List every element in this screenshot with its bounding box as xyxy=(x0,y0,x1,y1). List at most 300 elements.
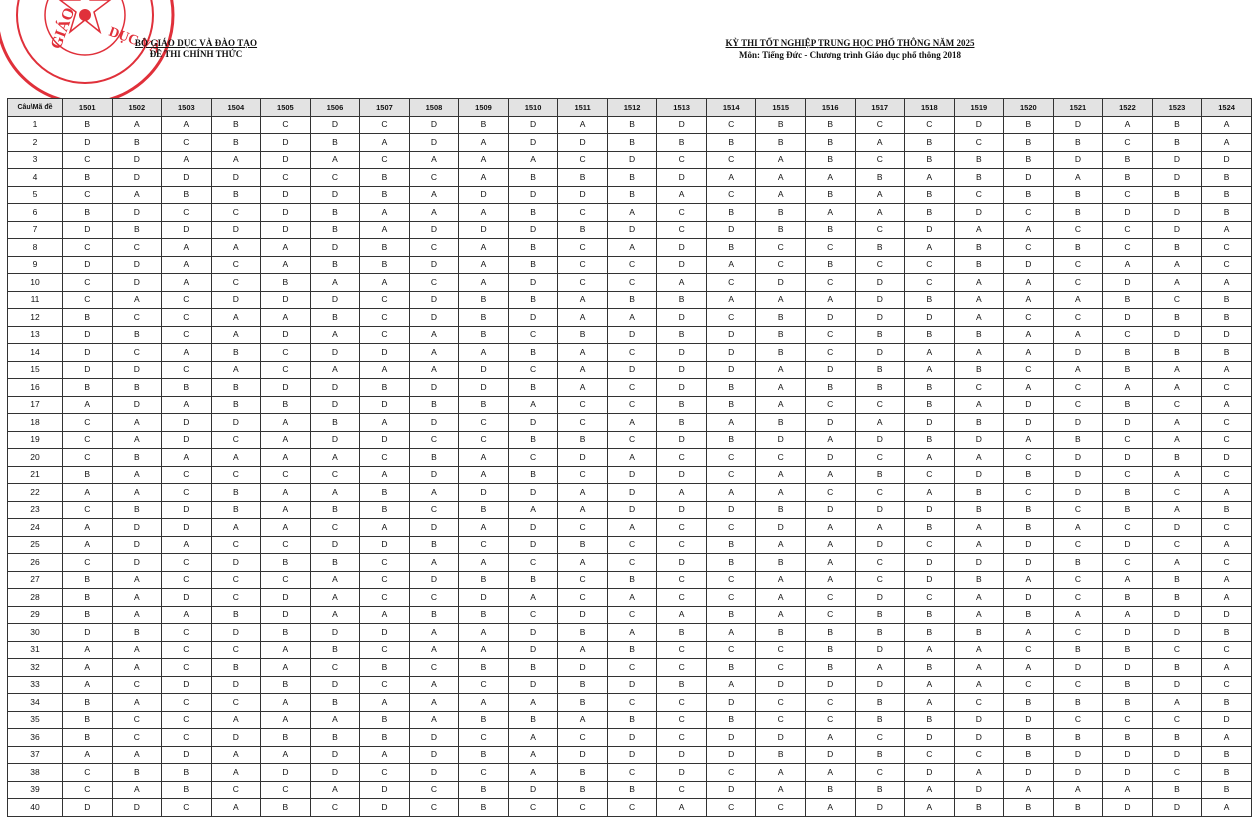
answer-cell: B xyxy=(261,729,311,747)
answer-cell: C xyxy=(1004,309,1054,327)
answer-cell: C xyxy=(657,204,707,222)
answer-cell: D xyxy=(1103,274,1153,292)
answer-cell: C xyxy=(706,589,756,607)
answer-cell: A xyxy=(756,589,806,607)
answer-cell: C xyxy=(607,536,657,554)
exam-code-header: 1517 xyxy=(855,99,905,117)
answer-cell: C xyxy=(756,449,806,467)
answer-cell: B xyxy=(508,344,558,362)
answer-cell: C xyxy=(706,151,756,169)
table-row xyxy=(8,519,1252,537)
answer-cell: D xyxy=(1053,659,1103,677)
answer-cell: C xyxy=(162,641,212,659)
answer-cell: B xyxy=(855,466,905,484)
answer-cell: D xyxy=(211,221,261,239)
official-exam-label: ĐỀ THI CHÍNH THỨC xyxy=(149,49,243,59)
answer-cell: D xyxy=(162,221,212,239)
answer-cell: D xyxy=(211,169,261,187)
answer-cell: C xyxy=(211,204,261,222)
answer-cell: D xyxy=(954,711,1004,729)
answer-cell: C xyxy=(756,641,806,659)
answer-cell: C xyxy=(63,151,113,169)
answer-cell: D xyxy=(1103,414,1153,432)
answer-cell: C xyxy=(310,799,360,817)
answer-cell: A xyxy=(459,151,509,169)
answer-cell: D xyxy=(1053,746,1103,764)
exam-subject: Môn: Tiếng Đức - Chương trình Giáo dục phổ thông 2018 xyxy=(739,50,961,60)
answer-cell: A xyxy=(954,221,1004,239)
answer-cell: C xyxy=(1202,239,1252,257)
answer-cell: C xyxy=(459,414,509,432)
answer-cell: B xyxy=(310,204,360,222)
answer-cell: B xyxy=(1053,799,1103,817)
answer-cell: D xyxy=(310,186,360,204)
answer-cell: B xyxy=(310,414,360,432)
answer-cell: A xyxy=(261,309,311,327)
answer-cell: B xyxy=(855,239,905,257)
exam-code-header: 1516 xyxy=(805,99,855,117)
exam-code-header: 1512 xyxy=(607,99,657,117)
answer-cell: B xyxy=(1202,764,1252,782)
answer-cell: A xyxy=(310,361,360,379)
answer-cell: D xyxy=(508,221,558,239)
exam-title: KỲ THI TỐT NGHIỆP TRUNG HỌC PHỔ THÔNG NĂM 2025 xyxy=(725,38,975,48)
answer-cell: A xyxy=(954,274,1004,292)
answer-cell: D xyxy=(954,554,1004,572)
answer-cell: B xyxy=(954,326,1004,344)
answer-cell: D xyxy=(211,414,261,432)
answer-cell: C xyxy=(657,659,707,677)
answer-cell: A xyxy=(1004,431,1054,449)
answer-cell: C xyxy=(162,361,212,379)
answer-cell: C xyxy=(855,764,905,782)
answer-cell: B xyxy=(459,291,509,309)
answer-cell: B xyxy=(63,379,113,397)
answer-cell: B xyxy=(756,309,806,327)
answer-cell: A xyxy=(1103,571,1153,589)
answer-cell: B xyxy=(1202,309,1252,327)
answer-cell: C xyxy=(905,536,955,554)
answer-cell: A xyxy=(805,536,855,554)
answer-cell: A xyxy=(459,694,509,712)
answer-cell: C xyxy=(360,571,410,589)
answer-cell: D xyxy=(261,764,311,782)
answer-cell: A xyxy=(954,344,1004,362)
answer-cell: C xyxy=(657,641,707,659)
answer-cell: A xyxy=(756,186,806,204)
answer-cell: C xyxy=(855,116,905,134)
answer-cell: D xyxy=(1053,116,1103,134)
answer-cell: A xyxy=(508,589,558,607)
answer-cell: A xyxy=(855,659,905,677)
answer-cell: D xyxy=(558,746,608,764)
answer-cell: C xyxy=(657,449,707,467)
answer-cell: B xyxy=(459,326,509,344)
answer-cell: B xyxy=(954,799,1004,817)
answer-cell: B xyxy=(1103,484,1153,502)
answer-cell: A xyxy=(459,274,509,292)
answer-cell: D xyxy=(1152,799,1202,817)
answer-cell: D xyxy=(409,291,459,309)
answer-cell: C xyxy=(63,449,113,467)
answer-cell: D xyxy=(261,589,311,607)
answer-cell: A xyxy=(805,571,855,589)
answer-cell: A xyxy=(558,484,608,502)
answer-cell: C xyxy=(1053,256,1103,274)
answer-cell: B xyxy=(310,134,360,152)
answer-cell: A xyxy=(855,204,905,222)
answer-cell: A xyxy=(409,694,459,712)
answer-cell: C xyxy=(706,641,756,659)
question-number-cell: 36 xyxy=(8,729,63,747)
answer-cell: B xyxy=(1004,466,1054,484)
answer-cell: A xyxy=(756,484,806,502)
answer-cell: D xyxy=(607,326,657,344)
answer-cell: C xyxy=(1053,379,1103,397)
answer-cell: C xyxy=(1152,711,1202,729)
answer-cell: B xyxy=(409,396,459,414)
answer-cell: B xyxy=(1152,729,1202,747)
answer-cell: A xyxy=(805,519,855,537)
answer-cell: D xyxy=(211,676,261,694)
answer-cell: D xyxy=(954,431,1004,449)
answer-cell: B xyxy=(905,711,955,729)
table-row xyxy=(8,606,1252,624)
table-row xyxy=(8,589,1252,607)
answer-cell: C xyxy=(1053,501,1103,519)
answer-cell: B xyxy=(954,239,1004,257)
answer-cell: B xyxy=(1103,151,1153,169)
answer-cell: B xyxy=(1004,134,1054,152)
answer-cell: A xyxy=(954,589,1004,607)
answer-cell: D xyxy=(706,694,756,712)
question-number-cell: 38 xyxy=(8,764,63,782)
answer-cell: A xyxy=(756,151,806,169)
answer-cell: B xyxy=(1053,694,1103,712)
answer-cell: A xyxy=(756,571,806,589)
answer-cell: B xyxy=(657,676,707,694)
answer-cell: A xyxy=(261,659,311,677)
answer-cell: D xyxy=(1202,606,1252,624)
answer-cell: A xyxy=(954,606,1004,624)
answer-cell: A xyxy=(1202,484,1252,502)
answer-cell: A xyxy=(112,414,162,432)
answer-cell: B xyxy=(1202,169,1252,187)
answer-cell: A xyxy=(905,641,955,659)
answer-cell: A xyxy=(112,589,162,607)
answer-cell: C xyxy=(1103,431,1153,449)
answer-cell: D xyxy=(1103,309,1153,327)
answer-cell: C xyxy=(558,729,608,747)
answer-cell: C xyxy=(310,466,360,484)
answer-cell: A xyxy=(1053,519,1103,537)
answer-cell: B xyxy=(607,711,657,729)
answer-cell: A xyxy=(310,606,360,624)
answer-cell: C xyxy=(409,799,459,817)
exam-code-header: 1505 xyxy=(261,99,311,117)
answer-cell: C xyxy=(459,676,509,694)
answer-cell: B xyxy=(855,694,905,712)
answer-cell: C xyxy=(261,361,311,379)
answer-cell: A xyxy=(508,729,558,747)
answer-cell: C xyxy=(360,116,410,134)
answer-cell: B xyxy=(310,554,360,572)
answer-cell: D xyxy=(508,484,558,502)
answer-cell: D xyxy=(211,291,261,309)
answer-cell: D xyxy=(63,799,113,817)
table-row xyxy=(8,204,1252,222)
answer-cell: B xyxy=(855,326,905,344)
answer-cell: B xyxy=(706,536,756,554)
answer-cell: B xyxy=(261,554,311,572)
answer-cell: C xyxy=(112,711,162,729)
answer-cell: C xyxy=(310,519,360,537)
answer-cell: D xyxy=(310,764,360,782)
answer-cell: D xyxy=(905,501,955,519)
exam-code-header: 1508 xyxy=(409,99,459,117)
answer-cell: D xyxy=(1152,204,1202,222)
answer-cell: D xyxy=(706,781,756,799)
answer-cell: B xyxy=(855,781,905,799)
answer-cell: D xyxy=(162,431,212,449)
answer-cell: A xyxy=(112,781,162,799)
answer-cell: C xyxy=(558,396,608,414)
answer-cell: D xyxy=(905,729,955,747)
answer-cell: C xyxy=(162,729,212,747)
answer-cell: C xyxy=(706,449,756,467)
answer-cell: A xyxy=(558,711,608,729)
answer-cell: B xyxy=(954,361,1004,379)
answer-cell: C xyxy=(409,501,459,519)
answer-cell: B xyxy=(211,606,261,624)
answer-cell: C xyxy=(855,554,905,572)
answer-cell: A xyxy=(756,466,806,484)
answer-cell: C xyxy=(162,624,212,642)
answer-cell: B xyxy=(1202,746,1252,764)
answer-cell: D xyxy=(162,414,212,432)
answer-cell: B xyxy=(1004,116,1054,134)
answer-cell: B xyxy=(805,221,855,239)
answer-cell: C xyxy=(1202,641,1252,659)
answer-cell: D xyxy=(558,186,608,204)
answer-cell: A xyxy=(459,624,509,642)
exam-code-header: 1501 xyxy=(63,99,113,117)
answer-cell: A xyxy=(409,151,459,169)
table-row xyxy=(8,641,1252,659)
exam-code-header: 1520 xyxy=(1004,99,1054,117)
answer-cell: D xyxy=(459,379,509,397)
answer-cell: A xyxy=(954,449,1004,467)
answer-cell: A xyxy=(162,274,212,292)
answer-cell: A xyxy=(706,414,756,432)
answer-cell: C xyxy=(1053,711,1103,729)
answer-cell: D xyxy=(409,134,459,152)
answer-cell: D xyxy=(1103,536,1153,554)
answer-cell: B xyxy=(508,256,558,274)
answer-cell: B xyxy=(1053,554,1103,572)
answer-cell: C xyxy=(657,711,707,729)
answer-cell: D xyxy=(459,221,509,239)
answer-cell: D xyxy=(1202,326,1252,344)
answer-cell: C xyxy=(360,309,410,327)
answer-cell: C xyxy=(805,274,855,292)
answer-cell: C xyxy=(657,221,707,239)
answer-cell: B xyxy=(459,659,509,677)
answer-cell: A xyxy=(607,624,657,642)
answer-cell: B xyxy=(1152,344,1202,362)
answer-cell: A xyxy=(1152,274,1202,292)
answer-cell: D xyxy=(706,501,756,519)
answer-cell: A xyxy=(607,239,657,257)
answer-cell: C xyxy=(409,239,459,257)
answer-cell: A xyxy=(558,291,608,309)
answer-cell: A xyxy=(1103,379,1153,397)
answer-cell: B xyxy=(63,729,113,747)
answer-cell: D xyxy=(360,344,410,362)
answer-cell: B xyxy=(63,466,113,484)
answer-cell: C xyxy=(756,711,806,729)
answer-cell: C xyxy=(112,729,162,747)
answer-cell: B xyxy=(607,186,657,204)
answer-cell: C xyxy=(1202,554,1252,572)
table-row xyxy=(8,501,1252,519)
answer-cell: A xyxy=(112,606,162,624)
answer-cell: D xyxy=(112,169,162,187)
answer-cell: D xyxy=(508,624,558,642)
table-row xyxy=(8,571,1252,589)
answer-cell: C xyxy=(162,204,212,222)
answer-cell: A xyxy=(310,571,360,589)
answer-cell: B xyxy=(360,729,410,747)
answer-cell: B xyxy=(211,379,261,397)
answer-cell: A xyxy=(360,746,410,764)
exam-info-block xyxy=(630,38,1070,60)
answer-cell: B xyxy=(706,659,756,677)
answer-cell: A xyxy=(657,606,707,624)
answer-cell: C xyxy=(607,554,657,572)
answer-cell: C xyxy=(409,589,459,607)
table-row xyxy=(8,274,1252,292)
answer-cell: B xyxy=(211,344,261,362)
answer-cell: A xyxy=(63,676,113,694)
answer-cell: B xyxy=(63,309,113,327)
answer-cell: A xyxy=(1152,431,1202,449)
answer-cell: B xyxy=(1152,659,1202,677)
answer-cell: A xyxy=(905,694,955,712)
answer-cell: B xyxy=(805,641,855,659)
answer-cell: B xyxy=(607,781,657,799)
question-number-cell: 25 xyxy=(8,536,63,554)
answer-cell: B xyxy=(360,239,410,257)
answer-cell: A xyxy=(954,764,1004,782)
answer-cell: B xyxy=(310,501,360,519)
answer-cell: B xyxy=(954,256,1004,274)
answer-cell: B xyxy=(508,239,558,257)
answer-cell: C xyxy=(63,274,113,292)
question-number-cell: 35 xyxy=(8,711,63,729)
answer-cell: D xyxy=(805,746,855,764)
answer-cell: B xyxy=(855,711,905,729)
question-number-cell: 16 xyxy=(8,379,63,397)
table-row xyxy=(8,151,1252,169)
answer-cell: B xyxy=(508,379,558,397)
answer-cell: D xyxy=(1053,151,1103,169)
answer-cell: D xyxy=(607,501,657,519)
answer-cell: A xyxy=(805,729,855,747)
answer-cell: A xyxy=(112,641,162,659)
answer-cell: A xyxy=(1053,361,1103,379)
exam-code-header: 1523 xyxy=(1152,99,1202,117)
answer-cell: C xyxy=(657,694,707,712)
answer-cell: A xyxy=(905,344,955,362)
answer-cell: C xyxy=(162,694,212,712)
answer-cell: D xyxy=(63,256,113,274)
answer-cell: C xyxy=(211,589,261,607)
answer-cell: A xyxy=(1004,344,1054,362)
answer-cell: A xyxy=(508,396,558,414)
answer-cell: A xyxy=(1004,624,1054,642)
answer-cell: A xyxy=(1004,291,1054,309)
answer-cell: B xyxy=(360,186,410,204)
answer-cell: D xyxy=(1152,746,1202,764)
question-number-cell: 30 xyxy=(8,624,63,642)
answer-cell: D xyxy=(1152,676,1202,694)
answer-cell: C xyxy=(112,344,162,362)
answer-cell: B xyxy=(1103,344,1153,362)
answer-cell: C xyxy=(558,466,608,484)
answer-cell: C xyxy=(706,764,756,782)
answer-cell: D xyxy=(310,624,360,642)
answer-cell: C xyxy=(954,746,1004,764)
answer-cell: C xyxy=(706,799,756,817)
answer-cell: D xyxy=(459,484,509,502)
answer-key-table xyxy=(7,98,1252,817)
question-number-cell: 3 xyxy=(8,151,63,169)
answer-cell: D xyxy=(657,746,707,764)
answer-cell: C xyxy=(63,431,113,449)
answer-cell: C xyxy=(805,326,855,344)
question-number-cell: 29 xyxy=(8,606,63,624)
answer-cell: C xyxy=(261,116,311,134)
answer-cell: A xyxy=(261,431,311,449)
answer-cell: A xyxy=(360,466,410,484)
answer-cell: B xyxy=(607,291,657,309)
answer-cell: A xyxy=(211,309,261,327)
answer-cell: B xyxy=(1103,169,1153,187)
answer-cell: D xyxy=(855,274,905,292)
answer-cell: C xyxy=(558,589,608,607)
answer-cell: A xyxy=(310,711,360,729)
answer-cell: C xyxy=(706,571,756,589)
answer-cell: A xyxy=(1202,659,1252,677)
answer-cell: A xyxy=(162,256,212,274)
answer-cell: B xyxy=(1152,134,1202,152)
answer-cell: B xyxy=(706,379,756,397)
answer-cell: A xyxy=(905,361,955,379)
answer-cell: C xyxy=(1053,571,1103,589)
answer-cell: B xyxy=(1103,641,1153,659)
answer-cell: A xyxy=(409,676,459,694)
answer-cell: B xyxy=(1152,449,1202,467)
answer-cell: C xyxy=(360,554,410,572)
answer-cell: D xyxy=(508,186,558,204)
table-row xyxy=(8,221,1252,239)
exam-code-header: 1518 xyxy=(905,99,955,117)
answer-cell: A xyxy=(756,781,806,799)
answer-cell: A xyxy=(360,221,410,239)
answer-cell: B xyxy=(905,659,955,677)
table-row xyxy=(8,449,1252,467)
